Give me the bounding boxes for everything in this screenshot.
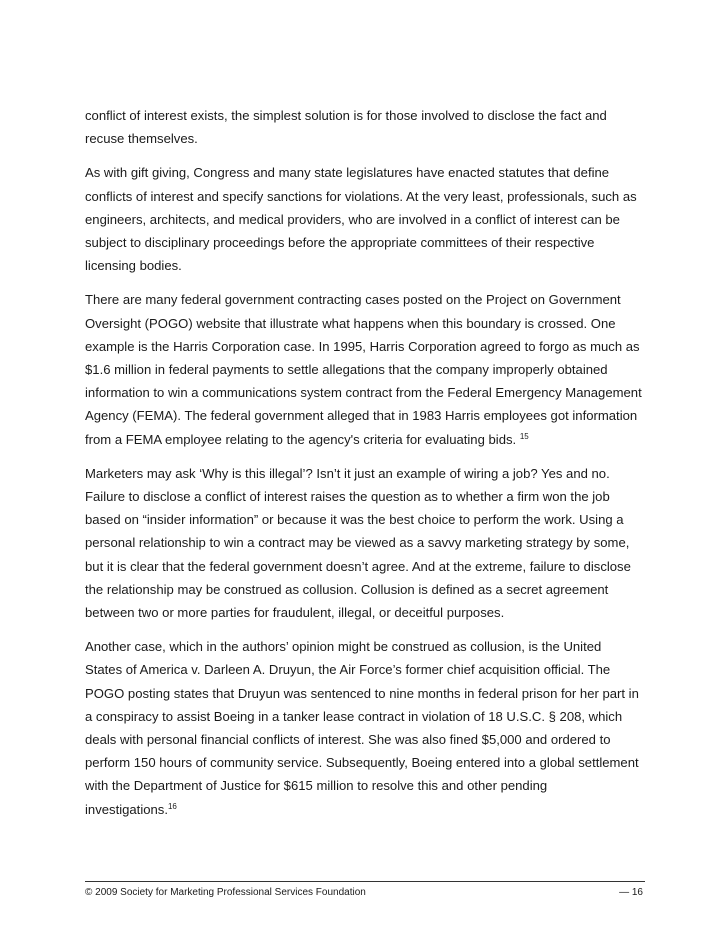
text-line: conflicts of interest and specify sanctions for violations. At the very least, professionals, such as <box>85 188 637 204</box>
text-line: Failure to disclose a conflict of interest raises the question as to whether a firm won the job <box>85 489 610 505</box>
text-line: As with gift giving, Congress and many state legislatures have enacted statutes that define <box>85 165 610 181</box>
text-line: recuse themselves. <box>85 131 198 147</box>
text-line: subject to disciplinary proceedings before the appropriate committees of their respective <box>85 235 595 251</box>
text-line: with the Department of Justice for $615 million to resolve this and other pending <box>85 778 548 794</box>
text-line: Oversight (POGO) website that illustrate what happens when this boundary is crossed. One <box>85 315 616 331</box>
paragraph <box>85 635 645 821</box>
text-line: example is the Harris Corporation case. In 1995, Harris Corporation agreed to forgo as much as <box>85 338 640 354</box>
paragraph <box>85 104 645 150</box>
page-number: — 16 <box>619 887 643 898</box>
footnote-ref: 16 <box>167 801 177 811</box>
text-line: personal relationship to win a contract may be viewed as a savvy marketing strategy by some, <box>85 535 630 551</box>
text-line-content: from a FEMA employee relating to the agency's criteria for evaluating bids. <box>85 431 517 447</box>
text-line: States of America v. Darleen A. Druyun, the Air Force’s former chief acquisition official. The <box>85 662 611 678</box>
text-line <box>85 428 645 451</box>
text-line: based on “insider information” or because it was the best choice to perform the work. Using a <box>85 512 624 528</box>
text-line-content: investigations. <box>85 801 168 817</box>
footer-copyright: © 2009 Society for Marketing Professional Services Foundation <box>85 887 366 898</box>
text-line: conflict of interest exists, the simplest solution is for those involved to disclose the fact and <box>85 108 607 123</box>
paragraph <box>85 161 645 277</box>
text-line: engineers, architects, and medical providers, who are involved in a conflict of interest can be <box>85 211 620 227</box>
text-line: information to win a communications system contract from the Federal Emergency Management <box>85 385 642 401</box>
text-line: between two or more parties for fraudulent, illegal, or deceitful purposes. <box>85 605 505 621</box>
footer-divider <box>85 881 645 882</box>
text-line: licensing bodies. <box>85 258 182 274</box>
text-line: the relationship may be construed as collusion. Collusion is defined as a secret agreement <box>85 581 609 597</box>
text-line: perform 150 hours of community service. Subsequently, Boeing entered into a global settlement <box>85 755 639 771</box>
text-line: Marketers may ask ‘Why is this illegal’? Isn’t it just an example of wiring a job? Yes and no. <box>85 465 610 481</box>
text-line: but it is clear that the federal government doesn’t agree. And at the extreme, failure to disclose <box>85 558 631 574</box>
text-line: a conspiracy to assist Boeing in a tanker lease contract in violation of 18 U.S.C. § 208, which <box>85 708 623 724</box>
text-line: Agency (FEMA). The federal government alleged that in 1983 Harris employees got information <box>85 408 638 424</box>
text-line: deals with personal financial conflicts of interest. She was also fined $5,000 and ordered to <box>85 732 611 748</box>
footnote-ref: 15 <box>519 431 529 441</box>
paragraph <box>85 288 645 450</box>
text-line: $1.6 million in federal payments to settle allegations that the company improperly obtained <box>85 362 608 378</box>
paragraph <box>85 462 645 624</box>
text-line: Another case, which in the authors’ opinion might be construed as collusion, is the United <box>85 639 602 655</box>
text-line: There are many federal government contracting cases posted on the Project on Government <box>85 292 621 308</box>
body-text <box>85 104 645 832</box>
text-line: POGO posting states that Druyun was sentenced to nine months in federal prison for her part in <box>85 685 639 701</box>
text-line <box>85 798 645 821</box>
